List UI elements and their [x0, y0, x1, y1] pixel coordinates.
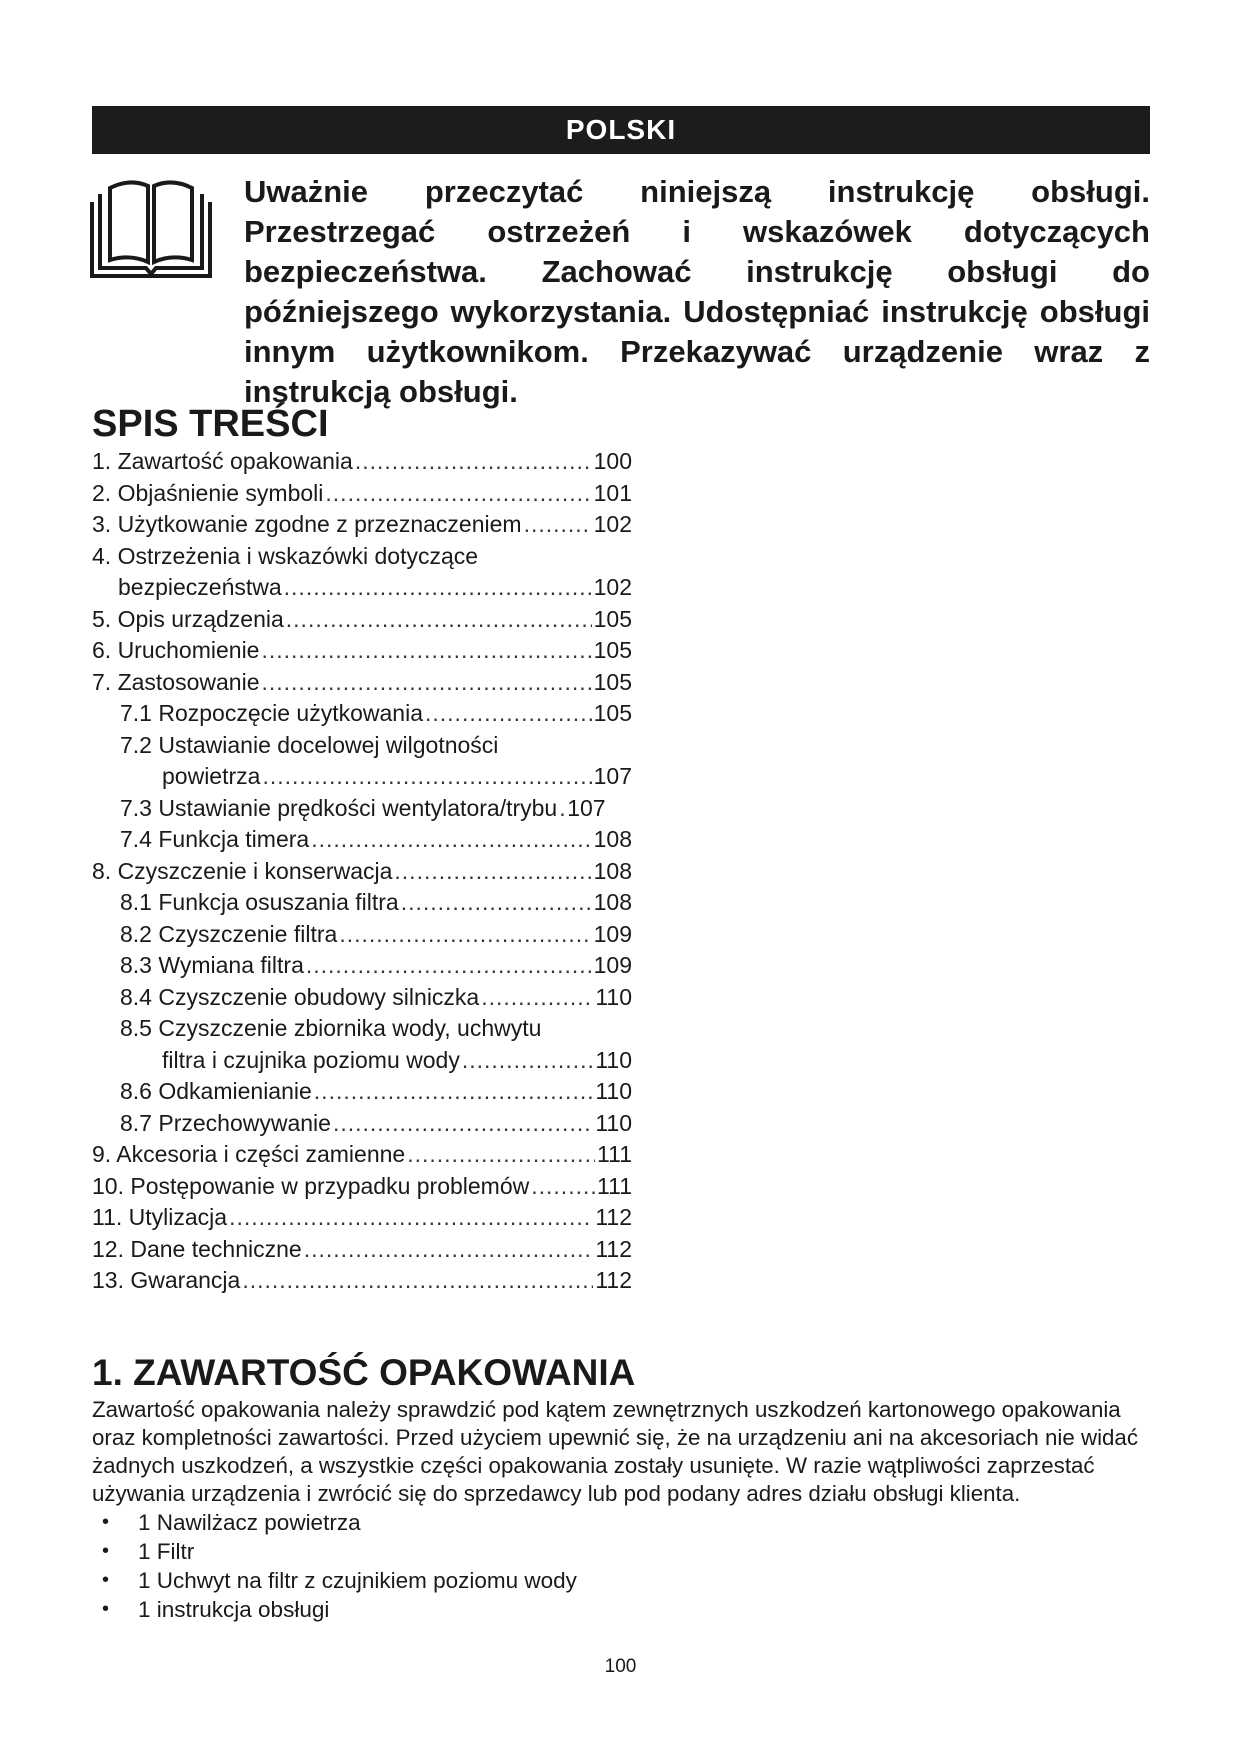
toc-item[interactable]: 8.5 Czyszczenie zbiornika wody, uchwytu	[120, 1015, 542, 1041]
toc-item[interactable]: 8.4 Czyszczenie obudowy silniczka ..... 110	[92, 982, 632, 1014]
bullet-icon: •	[102, 1598, 110, 1620]
safety-intro-text: Uważnie przeczytać niniejszą instrukcję obsługi. Przestrzegać ostrzeżeń i wskazówek dotyczących bezpieczeństwa. Zachować instrukcję obsługi do późniejszego wykorzystania. Udostępniać instrukcję obsługi innym użytkownikom. Przekazywać urządzenie wraz z instrukcją obsługi.	[244, 174, 1150, 409]
toc-item[interactable]: 8.2 Czyszczenie filtra ..... 109	[92, 919, 632, 951]
toc-item[interactable]: 8. Czyszczenie i konserwacja ..... 108	[92, 856, 632, 888]
list-item: • 1 instrukcja obsługi	[92, 1595, 792, 1624]
toc-item[interactable]: 3. Użytkowanie zgodne z przeznaczeniem ..... 102	[92, 509, 632, 541]
toc-item[interactable]: 5. Opis urządzenia ..... 105	[92, 604, 632, 636]
toc-item[interactable]: 7. Zastosowanie ..... 105	[92, 667, 632, 699]
toc-title: SPIS TREŚCI	[92, 403, 329, 445]
list-item: • 1 Uchwyt na filtr z czujnikiem poziomu wody	[92, 1566, 792, 1595]
bullet-icon: •	[102, 1540, 110, 1562]
toc-item[interactable]: 1. Zawartość opakowania ..... 100	[92, 446, 632, 478]
toc-item[interactable]: bezpieczeństwa ..... 102	[92, 572, 632, 604]
toc-item[interactable]: 8.6 Odkamienianie ..... 110	[92, 1076, 632, 1108]
toc-item[interactable]: 7.1 Rozpoczęcie użytkowania ..... 105	[92, 698, 632, 730]
toc-item[interactable]: 6. Uruchomienie ..... 105	[92, 635, 632, 667]
toc-item[interactable]: 13. Gwarancja ..... 112	[92, 1265, 632, 1297]
toc-item[interactable]: 10. Postępowanie w przypadku problemów ..... 111	[92, 1171, 632, 1203]
list-item: • 1 Filtr	[92, 1537, 792, 1566]
toc-item[interactable]: 11. Utylizacja ..... 112	[92, 1202, 632, 1234]
toc-item[interactable]: 7.2 Ustawianie docelowej wilgotności	[120, 731, 499, 758]
page-number: 100	[604, 1656, 637, 1677]
language-header-bar	[92, 106, 1150, 154]
toc-item[interactable]: 4. Ostrzeżenia i wskazówki dotyczące	[92, 542, 479, 569]
toc-item[interactable]: 7.4 Funkcja timera ..... 108	[92, 824, 632, 856]
toc-item[interactable]: 8.3 Wymiana filtra ..... 109	[92, 950, 632, 982]
toc-item[interactable]: filtra i czujnika poziomu wody ..... 110	[92, 1045, 632, 1077]
language-label: POLSKI	[565, 114, 677, 145]
list-item: • 1 Nawilżacz powietrza	[92, 1508, 792, 1537]
toc-item[interactable]: powietrza ..... 107	[92, 761, 632, 793]
toc-item[interactable]: 8.7 Przechowywanie ..... 110	[92, 1108, 632, 1140]
bullet-icon: •	[102, 1569, 110, 1591]
open-book-icon	[90, 174, 212, 284]
toc-item[interactable]: 2. Objaśnienie symboli ..... 101	[92, 478, 632, 510]
section-title: 1. ZAWARTOŚĆ OPAKOWANIA	[92, 1352, 636, 1393]
table-of-contents	[92, 446, 632, 1297]
toc-item[interactable]: 7.3 Ustawianie prędkości wentylatora/trybu ..... 107	[92, 793, 632, 825]
toc-item[interactable]: 8.1 Funkcja osuszania filtra ..... 108	[92, 887, 632, 919]
toc-item[interactable]: 12. Dane techniczne ..... 112	[92, 1234, 632, 1266]
package-contents-list	[92, 1508, 792, 1624]
toc-item[interactable]: 9. Akcesoria i części zamienne ..... 111	[92, 1139, 632, 1171]
section-body-text: Zawartość opakowania należy sprawdzić pod kątem zewnętrznych uszkodzeń kartonowego opakowania oraz kompletności zawartości. Przed użyciem upewnić się, że na urządzeniu ani na akcesoriach nie widać żadnych uszkodzeń, a wszystkie części opakowania zostały usunięte. W razie wątpliwości zaprzestać używania urządzenia i zwrócić się do sprzedawcy lub pod podany adres działu obsługi klienta.	[92, 1397, 1138, 1506]
bullet-icon: •	[102, 1511, 110, 1533]
